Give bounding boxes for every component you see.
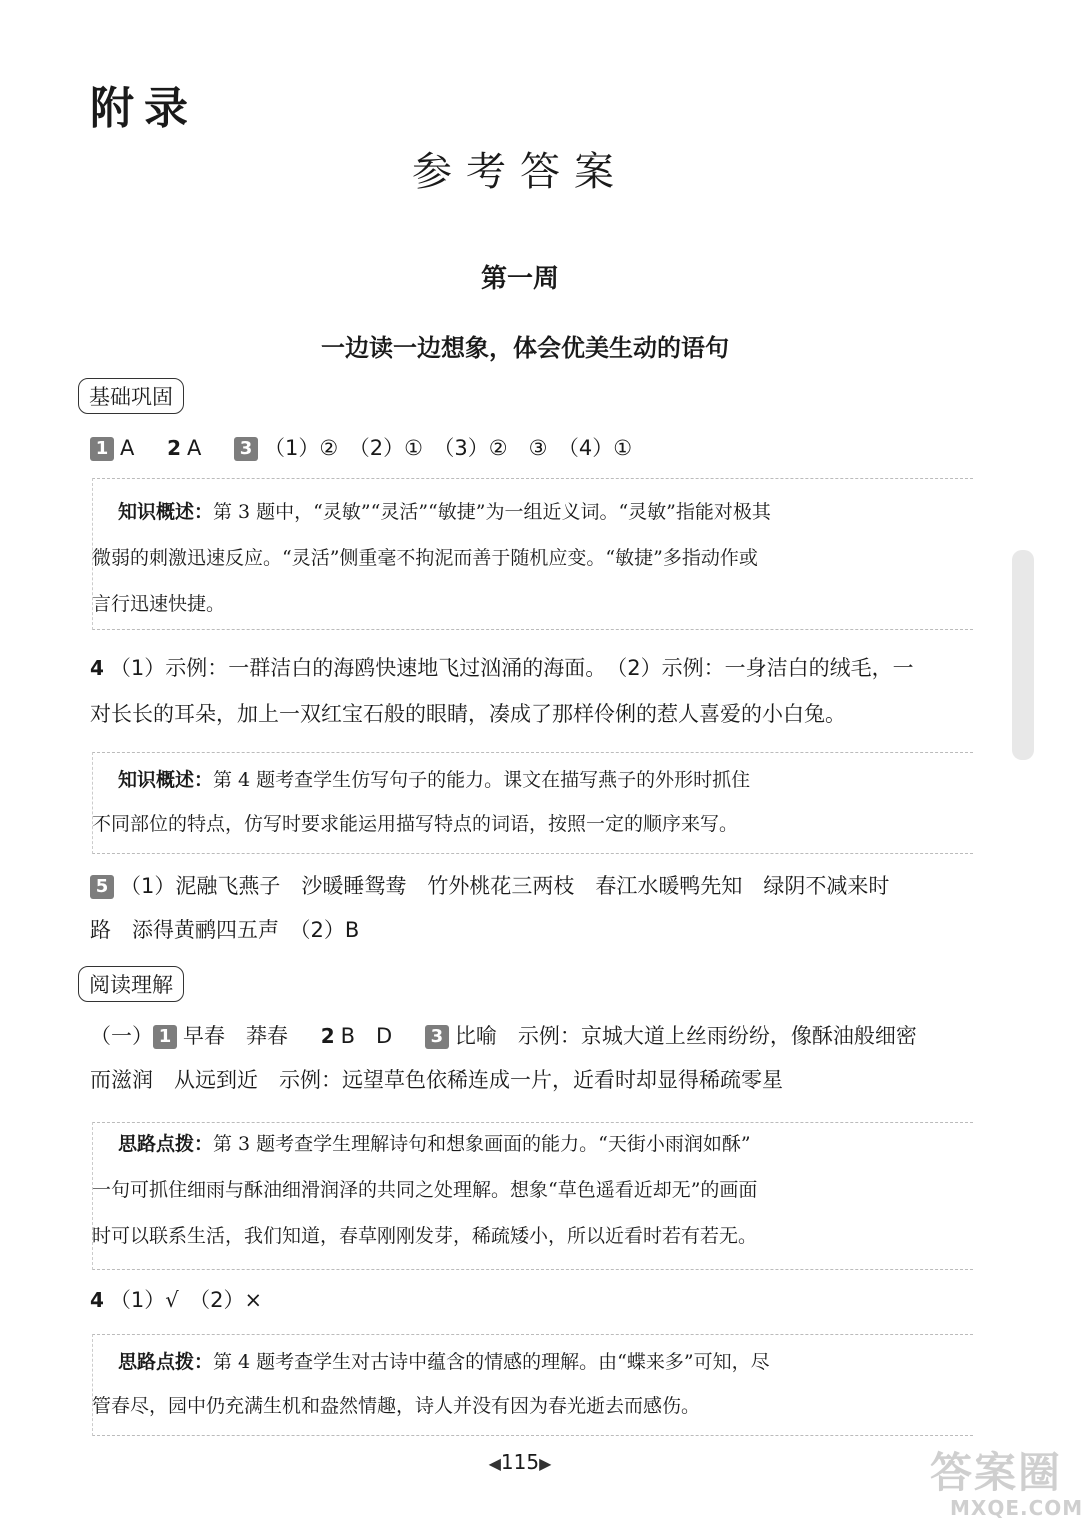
answer-line-reading-q1-q3 [90, 1014, 970, 1058]
right-arrow-icon: ▶ [539, 1454, 552, 1473]
question-number-badge: 5 [90, 875, 114, 899]
note-line: 一句可抓住细雨与酥油细滑润泽的共同之处理解。想象“草色遥看近却无”的画面 [92, 1179, 758, 1201]
question-number: 2 [167, 436, 181, 460]
note-text: 第 4 题考查学生对古诗中蕴含的情感的理解。由“蝶来多”可知，尽 [213, 1351, 770, 1373]
note-label: 思路点拨： [118, 1133, 214, 1155]
unit-title: 一边读一边想象，体会优美生动的语句 [321, 334, 729, 362]
answer-text: （1）示例：一群洁白的海鸥快速地飞过汹涌的海面。 （2）示例：一身洁白的绒毛，一 [109, 656, 914, 680]
answers-title: 参考答案 [412, 149, 628, 195]
note-line [118, 1124, 968, 1164]
week-title: 第一周 [480, 264, 559, 294]
answer-line: 路 添得黄鹂四五声 （2）B [90, 918, 360, 942]
note-line [118, 492, 968, 532]
note-label: 知识概述： [118, 501, 214, 523]
answer-line-q1-q3 [90, 426, 970, 470]
note-line: 时可以联系生活，我们知道，春草刚刚发芽，稀疏矮小，所以近看时若有若无。 [92, 1225, 758, 1247]
note-line: 言行迅速快捷。 [92, 593, 226, 615]
section-tag-reading: 阅读理解 [78, 966, 184, 1002]
left-arrow-icon: ◀ [488, 1454, 501, 1473]
watermark-sub: MXQE.COM [950, 1496, 1084, 1520]
answer-text: B D [340, 1024, 393, 1048]
page-number-text: 115 [500, 1450, 540, 1474]
appendix-heading: 附录 [90, 83, 198, 134]
watermark-logo [930, 1440, 1084, 1530]
note-label: 思路点拨： [118, 1351, 214, 1373]
question-number: 2 [320, 1024, 335, 1048]
answer-text: 早春 莽春 [183, 1024, 288, 1048]
page-number [0, 1450, 1040, 1474]
answer-text: （1）② （2）① （3）② ③ （4）① [264, 436, 633, 460]
answer-line-reading-q4 [90, 1278, 970, 1322]
passage-prefix: （一） [90, 1024, 153, 1048]
watermark-main: 答案圈 [930, 1448, 1063, 1497]
question-number: 4 [90, 656, 104, 680]
note-text: 第 3 题中，“灵敏”“灵活”“敏捷”为一组近义词。“灵敏”指能对极其 [213, 501, 771, 523]
question-number-badge: 3 [234, 437, 258, 461]
note-text: 第 3 题考查学生理解诗句和想象画面的能力。“天街小雨润如酥” [213, 1133, 751, 1155]
note-text: 第 4 题考查学生仿写句子的能力。课文在描写燕子的外形时抓住 [213, 769, 751, 791]
note-line: 管春尽，园中仍充满生机和盎然情趣，诗人并没有因为春光逝去而感伤。 [92, 1395, 701, 1417]
note-line [118, 760, 968, 800]
answer-text: A [186, 436, 202, 460]
answer-text: A [120, 436, 135, 460]
answer-line-q5 [90, 864, 970, 908]
answer-line-q4 [90, 646, 970, 690]
question-number-badge: 1 [90, 437, 114, 461]
side-edge-strip [1012, 550, 1034, 760]
note-line: 不同部位的特点，仿写时要求能运用描写特点的词语，按照一定的顺序来写。 [92, 813, 739, 835]
section-tag-basic: 基础巩固 [78, 378, 184, 414]
question-number-badge: 1 [153, 1025, 177, 1049]
answer-line: 对长长的耳朵，加上一双红宝石般的眼睛，凑成了那样伶俐的惹人喜爱的小白兔。 [90, 702, 846, 726]
question-number-badge: 3 [425, 1025, 449, 1049]
answer-text: 比喻 示例：京城大道上丝雨纷纷，像酥油般细密 [454, 1024, 917, 1048]
note-line [118, 1342, 968, 1382]
answer-text: （1）泥融飞燕子 沙暖睡鸳鸯 竹外桃花三两枝 春江水暖鸭先知 绿阴不减来时 [120, 874, 890, 898]
note-label: 知识概述： [118, 769, 214, 791]
question-number: 4 [90, 1288, 104, 1312]
note-line: 微弱的刺激迅速反应。“灵活”侧重毫不拘泥而善于随机应变。“敏捷”多指动作或 [92, 547, 758, 569]
answer-line: 而滋润 从远到近 示例：远望草色依稀连成一片，近看时却显得稀疏零星 [90, 1068, 783, 1092]
answer-text: （1）√ （2）× [109, 1288, 263, 1312]
